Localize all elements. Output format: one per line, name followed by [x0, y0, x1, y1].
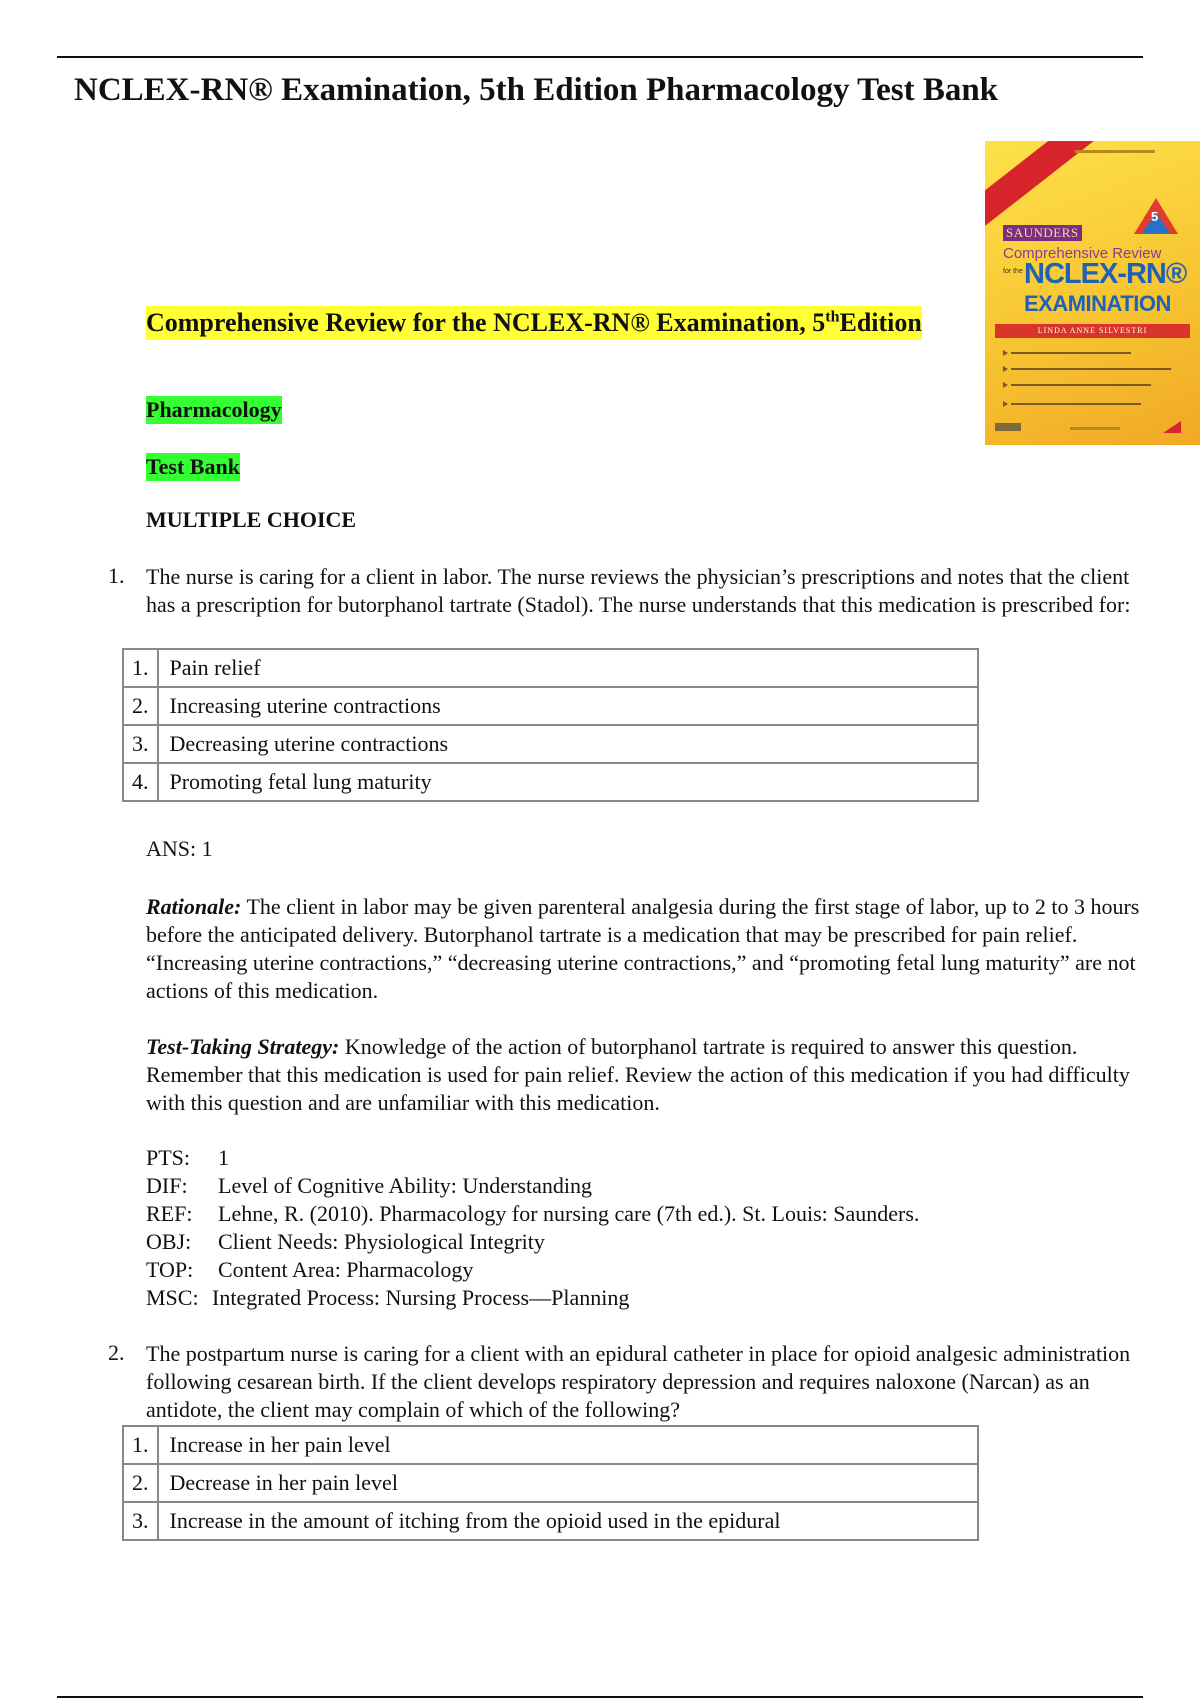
pharmacology-tag: Pharmacology [146, 397, 282, 422]
cover-title-line1: NCLEX-RN® [1024, 258, 1187, 290]
meta-row [146, 1228, 919, 1256]
meta-value: 1 [218, 1145, 229, 1170]
strategy-label: Test-Taking Strategy: [146, 1034, 340, 1059]
section-heading: MULTIPLE CHOICE [146, 507, 357, 532]
cover-bullet-line [1011, 368, 1171, 370]
rationale-label: Rationale: [146, 894, 242, 919]
meta-value: Client Needs: Physiological Integrity [218, 1229, 545, 1254]
choice-text: Increasing uterine contractions [158, 687, 979, 725]
cover-bullet-line [1011, 384, 1151, 386]
bottom-rule [57, 1696, 1143, 1698]
choice-text: Pain relief [158, 649, 979, 687]
meta-key: MSC: [146, 1285, 199, 1310]
choice-text: Increase in her pain level [158, 1426, 979, 1464]
cover-bullet-line [1011, 352, 1131, 354]
meta-key: REF: [146, 1201, 193, 1226]
meta-key: OBJ: [146, 1229, 192, 1254]
rationale-paragraph [146, 893, 1156, 1005]
cover-author: LINDA ANNE SILVESTRI [995, 324, 1190, 338]
choice-text: Decreasing uterine contractions [158, 725, 979, 763]
answer-choices-table [122, 648, 979, 802]
choice-text: Promoting fetal lung maturity [158, 763, 979, 801]
meta-row [146, 1284, 919, 1312]
rationale-text: The client in labor may be given parenteral analgesia during the first stage of labor, up to 2 to 3 hours before the anticipated delivery. Butorphanol tartrate is a medication that may be prescribed for pain relief. “Increasing uterine contractions,” “decreasing uterine contractions,” and “promoting fetal lung maturity” are not actions of this medication. [146, 894, 1140, 1003]
meta-key: DIF: [146, 1173, 188, 1198]
cover-for-the: for the [1003, 268, 1023, 275]
choice-row [123, 1464, 978, 1502]
choice-row [123, 725, 978, 763]
choice-row [123, 687, 978, 725]
choice-number: 1. [123, 649, 158, 687]
cover-bullet-line [1011, 403, 1141, 405]
meta-row [146, 1256, 919, 1284]
choice-number: 2. [123, 1464, 158, 1502]
question-stem: The postpartum nurse is caring for a client with an epidural catheter in place for opioid analgesic administration following cesarean birth. If the client develops respiratory depression and requires naloxone (Narcan) as an antidote, the client may complain of which of the following? [146, 1341, 1131, 1422]
choice-row [123, 1502, 978, 1540]
book-title-highlight: Comprehensive Review for the NCLEX-RN® Examination, 5thEdition [146, 306, 922, 340]
cover-edition-number: 5 [1151, 209, 1159, 224]
cover-publisher: SAUNDERS [1003, 225, 1082, 241]
question-metadata [146, 1144, 919, 1312]
cover-red-band [985, 141, 1106, 236]
strategy-paragraph [146, 1033, 1156, 1117]
cover-subtitle: Comprehensive Review [1003, 245, 1162, 262]
question-stem: The nurse is caring for a client in labor. The nurse reviews the physician’s prescriptions and notes that the client has a prescription for butorphanol tartrate (Stadol). The nurse understands that this medication is prescribed for: [146, 564, 1131, 617]
question-number: 2. [108, 1340, 125, 1365]
choice-number: 3. [123, 725, 158, 763]
meta-value: Lehne, R. (2010). Pharmacology for nursing care (7th ed.). St. Louis: Saunders. [218, 1201, 920, 1226]
meta-value: Content Area: Pharmacology [218, 1257, 474, 1282]
meta-key: PTS: [146, 1145, 191, 1170]
choice-text: Increase in the amount of itching from the opioid used in the epidural [158, 1502, 979, 1540]
test-bank-tag: Test Bank [146, 454, 240, 479]
document-title: NCLEX-RN® Examination, 5th Edition Pharmacology Test Bank [74, 72, 999, 108]
choice-row [123, 649, 978, 687]
choice-row [123, 1426, 978, 1464]
book-cover-image [985, 141, 1200, 445]
choice-number: 1. [123, 1426, 158, 1464]
choice-number: 4. [123, 763, 158, 801]
top-rule [57, 56, 1143, 58]
meta-row [146, 1144, 919, 1172]
meta-value: Integrated Process: Nursing Process—Planning [212, 1285, 630, 1310]
cover-title-line2: EXAMINATION [1024, 291, 1171, 316]
answer-key: ANS: 1 [146, 836, 213, 861]
meta-row [146, 1200, 919, 1228]
meta-value: Level of Cognitive Ability: Understanding [218, 1173, 592, 1198]
question-number: 1. [108, 563, 125, 588]
strategy-text: Knowledge of the action of butorphanol tartrate is required to answer this question. Remember that this medication is used for pain relief. Review the action of this medication if you had difficulty with this question and are unfamiliar with this medication. [146, 1034, 1130, 1115]
choice-row [123, 763, 978, 801]
choice-text: Decrease in her pain level [158, 1464, 979, 1502]
meta-row [146, 1172, 919, 1200]
meta-key: TOP: [146, 1257, 194, 1282]
choice-number: 3. [123, 1502, 158, 1540]
answer-choices-table [122, 1425, 979, 1541]
choice-number: 2. [123, 687, 158, 725]
